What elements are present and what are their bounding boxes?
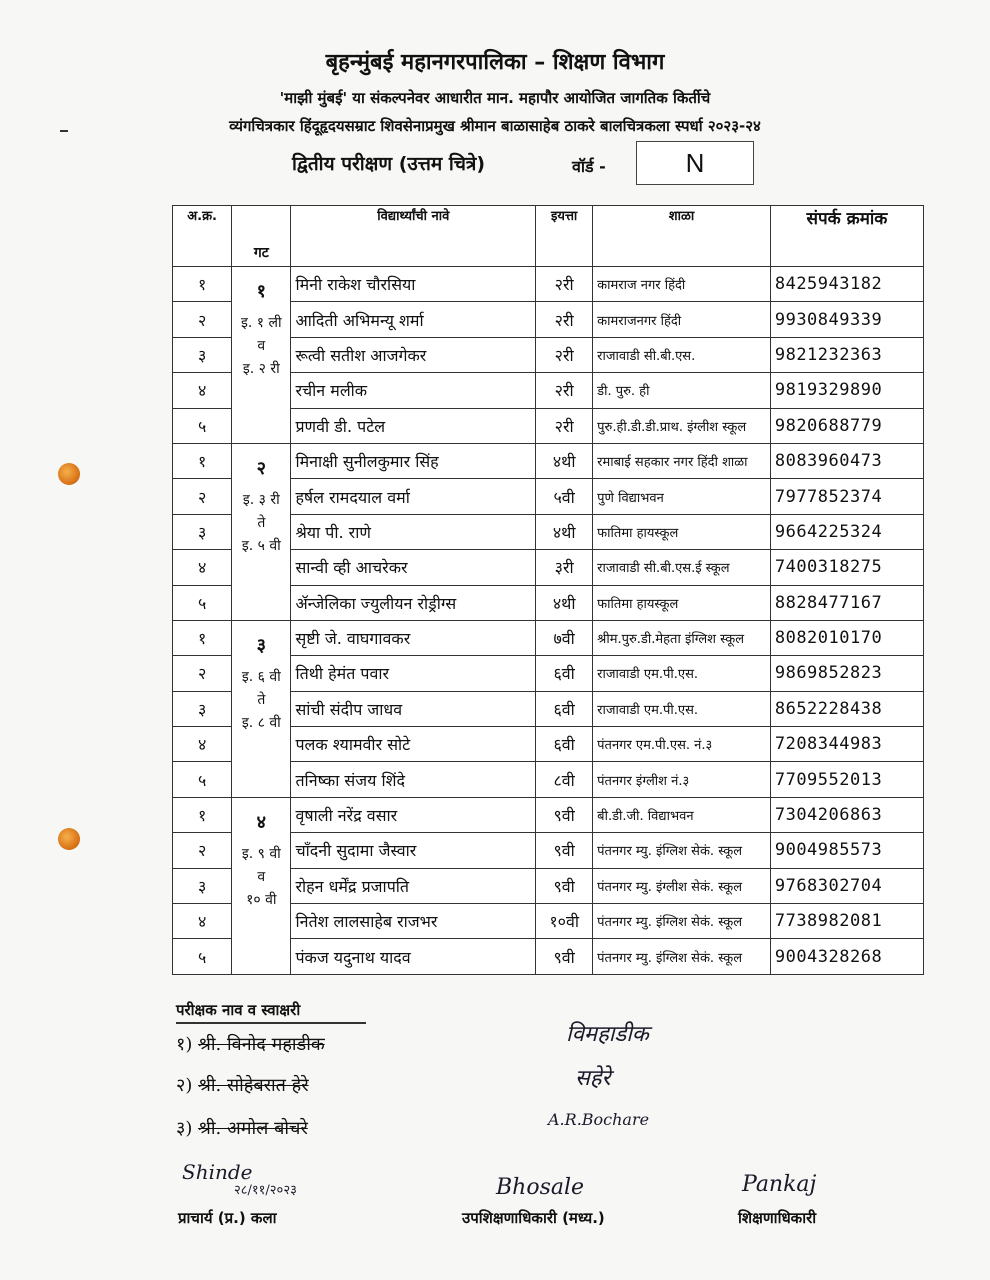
standard-cell: ५वी <box>536 479 593 514</box>
student-name-cell: हर्षल रामदयाल वर्मा <box>291 479 536 514</box>
phone-cell: 7400318275 <box>770 550 923 585</box>
standard-cell: ३री <box>536 550 593 585</box>
group-label: इ. ६ वी <box>241 668 281 685</box>
standard-cell: ४थी <box>536 585 593 620</box>
phone-cell: 9004328268 <box>770 939 923 974</box>
student-name-cell: मिनी राकेश चौरसिया <box>291 267 536 302</box>
student-name-cell: वृषाली नरेंद्र वसार <box>291 797 536 832</box>
standard-cell: ८वी <box>536 762 593 797</box>
serial-cell: ३ <box>173 691 232 726</box>
student-name-cell: ॲन्जेलिका ज्युलीयन रोड्रीग्स <box>291 585 536 620</box>
serial-cell: २ <box>173 302 232 337</box>
student-name-cell: रोहन धर्मेंद्र प्रजापति <box>291 868 536 903</box>
school-cell: राजावाडी सी.बी.एस. <box>593 337 771 372</box>
phone-cell: 8083960473 <box>770 443 923 478</box>
phone-cell: 9820688779 <box>770 408 923 443</box>
school-cell: राजावाडी सी.बी.एस.ई स्कूल <box>593 550 771 585</box>
examiners-title: परीक्षक नाव व स्वाक्षरी <box>176 1001 301 1019</box>
student-name-cell: श्रेया पी. राणे <box>291 514 536 549</box>
table-body <box>173 267 924 975</box>
student-name-cell: रचीन मलीक <box>291 373 536 408</box>
group-label: १० वी <box>246 891 277 908</box>
standard-cell: ७वी <box>536 620 593 655</box>
school-cell: डी. पुरु. ही <box>593 373 771 408</box>
standard-cell: २री <box>536 267 593 302</box>
phone-cell: 7977852374 <box>770 479 923 514</box>
ward-value-box: N <box>636 141 754 185</box>
phone-cell: 9819329890 <box>770 373 923 408</box>
phone-cell: 9768302704 <box>770 868 923 903</box>
student-name-cell: तनिष्का संजय शिंदे <box>291 762 536 797</box>
school-cell: कामराज नगर हिंदी <box>593 267 771 302</box>
student-name-cell: सृष्टी जे. वाघगावकर <box>291 620 536 655</box>
student-name-cell: मिनाक्षी सुनीलकुमार सिंह <box>291 443 536 478</box>
column-header: गट <box>232 206 291 267</box>
table-row <box>173 267 924 302</box>
student-name-cell: चाँदनी सुदामा जैस्वार <box>291 833 536 868</box>
examiner-number: ३) <box>176 1118 193 1139</box>
table-header-row <box>173 206 924 267</box>
serial-cell: ३ <box>173 514 232 549</box>
phone-cell: 9004985573 <box>770 833 923 868</box>
header-title: बृहन्मुंबई महानगरपालिका – शिक्षण विभाग <box>325 50 665 75</box>
column-header: विद्यार्थ्यांची नावे <box>291 206 536 267</box>
student-name-cell: सांची संदीप जाधव <box>291 691 536 726</box>
standard-cell: २री <box>536 373 593 408</box>
examiner-number: १) <box>176 1034 193 1055</box>
examiner-3 <box>176 1116 308 1140</box>
serial-cell: ५ <box>173 408 232 443</box>
serial-cell: १ <box>173 267 232 302</box>
group-label: व <box>257 868 266 885</box>
phone-cell: 7709552013 <box>770 762 923 797</box>
group-label: ते <box>257 514 266 531</box>
phone-cell: 9821232363 <box>770 337 923 372</box>
examiner-2 <box>176 1073 309 1097</box>
school-cell: पंतनगर म्यु. इंग्लिश सेकं. स्कूल <box>593 904 771 939</box>
examiner-3-signature: A.R.Bochare <box>548 1110 650 1129</box>
examiner-1-signature: विमहाडीक <box>566 1022 649 1047</box>
deputy-officer-signature: Bhosale <box>496 1175 585 1200</box>
phone-cell: 9664225324 <box>770 514 923 549</box>
table-row <box>173 797 924 832</box>
school-cell: फातिमा हायस्कूल <box>593 514 771 549</box>
group-number: १ <box>256 281 267 302</box>
standard-cell: ९वी <box>536 833 593 868</box>
student-name-cell: पंकज यदुनाथ यादव <box>291 939 536 974</box>
column-header: संपर्क क्रमांक <box>770 206 923 267</box>
school-cell: पंतनगर म्यु. इंग्लीश सेकं. स्कूल <box>593 868 771 903</box>
serial-cell: १ <box>173 797 232 832</box>
phone-cell: 8082010170 <box>770 620 923 655</box>
standard-cell: ६वी <box>536 656 593 691</box>
principal-signature: Shinde <box>182 1160 253 1184</box>
header-subtitle-2: व्यंगचित्रकार हिंदूहृदयसम्राट शिवसेनाप्रमुख श्रीमान बाळासाहेब ठाकरे बालचित्रकला स्पर्धा २०२३-२४ <box>229 117 761 135</box>
standard-cell: २री <box>536 408 593 443</box>
group-number: २ <box>256 457 267 479</box>
examiner-2-signature: सहेरे <box>575 1066 611 1091</box>
school-cell: राजावाडी एम.पी.एस. <box>593 656 771 691</box>
phone-cell: 7738982081 <box>770 904 923 939</box>
serial-cell: २ <box>173 656 232 691</box>
group-label: इ. २ री <box>242 361 280 377</box>
school-cell: कामराजनगर हिंदी <box>593 302 771 337</box>
school-cell: पंतनगर एम.पी.एस. नं.३ <box>593 727 771 762</box>
group-cell <box>232 797 291 974</box>
school-cell: पुणे विद्याभवन <box>593 479 771 514</box>
student-name-cell: रूत्वी सतीश आजगेकर <box>291 337 536 372</box>
deputy-officer-label: उपशिक्षणाधिकारी (मध्य.) <box>462 1209 605 1227</box>
serial-cell: १ <box>173 620 232 655</box>
group-cell <box>232 443 291 620</box>
exam-title: द्वितीय परीक्षण (उत्तम चित्रे) <box>292 153 486 175</box>
group-number: ४ <box>256 811 267 833</box>
results-table <box>172 205 924 975</box>
table-row <box>173 443 924 478</box>
serial-cell: २ <box>173 833 232 868</box>
serial-cell: ३ <box>173 868 232 903</box>
education-officer-signature: Pankaj <box>742 1172 817 1197</box>
phone-cell: 9869852823 <box>770 656 923 691</box>
column-header: अ.क्र. <box>173 206 232 267</box>
school-cell: रमाबाई सहकार नगर हिंदी शाळा <box>593 443 771 478</box>
group-label: इ. १ ली <box>241 315 282 331</box>
school-cell: पंतनगर म्यु. इंग्लिश सेकं. स्कूल <box>593 833 771 868</box>
column-header: इयत्ता <box>536 206 593 267</box>
school-cell: राजावाडी एम.पी.एस. <box>593 691 771 726</box>
principal-sign-date: २८/११/२०२३ <box>234 1183 297 1198</box>
group-label: व <box>257 338 266 354</box>
student-name-cell: प्रणवी डी. पटेल <box>291 408 536 443</box>
serial-cell: ५ <box>173 762 232 797</box>
school-cell: पंतनगर इंग्लीश नं.३ <box>593 762 771 797</box>
serial-cell: ५ <box>173 939 232 974</box>
phone-cell: 7208344983 <box>770 727 923 762</box>
examiner-name: श्री. सोहेबरात हेरे <box>198 1075 309 1096</box>
school-cell: श्रीम.पुरु.डी.मेहता इंग्लिश स्कूल <box>593 620 771 655</box>
table-row <box>173 620 924 655</box>
serial-cell: ४ <box>173 373 232 408</box>
column-header: शाळा <box>593 206 771 267</box>
serial-cell: ४ <box>173 550 232 585</box>
education-officer-label: शिक्षणाधिकारी <box>738 1209 817 1227</box>
group-label: इ. ३ री <box>242 491 280 508</box>
serial-cell: ४ <box>173 727 232 762</box>
serial-cell: ४ <box>173 904 232 939</box>
serial-cell: ३ <box>173 337 232 372</box>
header-subtitle-1: 'माझी मुंबई' या संकल्पनेवर आधारीत मान. महापौर आयोजित जागतिक किर्तीचे <box>279 89 711 107</box>
standard-cell: ४थी <box>536 514 593 549</box>
standard-cell: ४थी <box>536 443 593 478</box>
serial-cell: २ <box>173 479 232 514</box>
examiner-number: २) <box>176 1075 193 1096</box>
punch-hole-icon <box>58 828 80 850</box>
ward-label: वॉर्ड - <box>572 157 606 176</box>
phone-cell: 8652228438 <box>770 691 923 726</box>
standard-cell: १०वी <box>536 904 593 939</box>
examiners-title-underline <box>176 1022 366 1024</box>
group-cell <box>232 267 291 444</box>
group-cell <box>232 620 291 797</box>
group-label: इ. ५ वी <box>241 537 281 554</box>
examiner-1 <box>176 1032 325 1056</box>
standard-cell: ६वी <box>536 691 593 726</box>
phone-cell: 9930849339 <box>770 302 923 337</box>
school-cell: बी.डी.जी. विद्याभवन <box>593 797 771 832</box>
phone-cell: 7304206863 <box>770 797 923 832</box>
student-name-cell: तिथी हेमंत पवार <box>291 656 536 691</box>
school-cell: फातिमा हायस्कूल <box>593 585 771 620</box>
student-name-cell: नितेश लालसाहेब राजभर <box>291 904 536 939</box>
punch-hole-icon <box>58 463 80 485</box>
serial-cell: १ <box>173 443 232 478</box>
standard-cell: २री <box>536 302 593 337</box>
school-cell: पुरु.ही.डी.डी.प्राथ. इंग्लीश स्कूल <box>593 408 771 443</box>
serial-cell: ५ <box>173 585 232 620</box>
group-label: ते <box>257 691 266 708</box>
phone-cell: 8425943182 <box>770 267 923 302</box>
principal-label: प्राचार्य (प्र.) कला <box>178 1209 277 1227</box>
standard-cell: ९वी <box>536 868 593 903</box>
school-cell: पंतनगर म्यु. इंग्लिश सेकं. स्कूल <box>593 939 771 974</box>
group-label: इ. ९ वी <box>241 845 281 862</box>
phone-cell: 8828477167 <box>770 585 923 620</box>
examiner-name: श्री. विनोद महाडीक <box>198 1034 325 1055</box>
group-label: इ. ८ वी <box>241 714 281 731</box>
standard-cell: ९वी <box>536 939 593 974</box>
group-number: ३ <box>256 634 267 656</box>
student-name-cell: पलक श्यामवीर सोटे <box>291 727 536 762</box>
standard-cell: २री <box>536 337 593 372</box>
student-name-cell: आदिती अभिमन्यू शर्मा <box>291 302 536 337</box>
standard-cell: ६वी <box>536 727 593 762</box>
standard-cell: ९वी <box>536 797 593 832</box>
examiner-name: श्री. अमोल बोचरे <box>198 1118 308 1139</box>
student-name-cell: सान्वी व्ही आचरेकर <box>291 550 536 585</box>
